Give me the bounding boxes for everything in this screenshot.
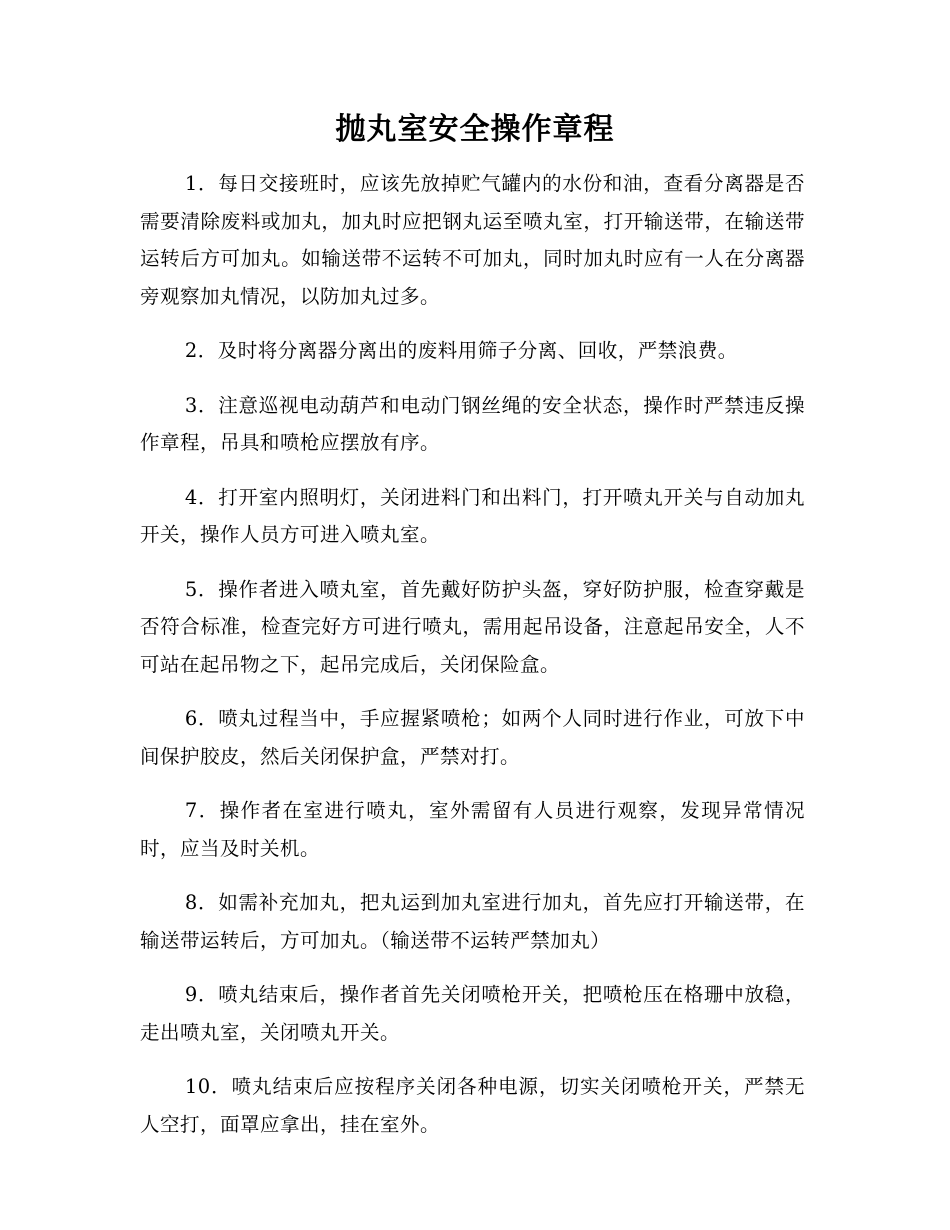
- paragraph-10: 10．喷丸结束后应按程序关闭各种电源，切实关闭喷枪开关，严禁无人空打，面罩应拿出，挂在室外。: [140, 1075, 805, 1136]
- paragraph-4: 4．打开室内照明灯，关闭进料门和出料门，打开喷丸开关与自动加丸开关，操作人员方可进入喷丸室。: [140, 485, 805, 546]
- paragraph-1: 1．每日交接班时，应该先放掉贮气罐内的水份和油，查看分离器是否需要清除废料或加丸，加丸时应把钢丸运至喷丸室，打开输送带，在输送带运转后方可加丸。如输送带不运转不可加丸，同时加丸时应有一人在分离器旁观察加丸情况，以防加丸过多。: [140, 172, 805, 308]
- paragraph-8: 8．如需补充加丸，把丸运到加丸室进行加丸，首先应打开输送带，在输送带运转后，方可加丸。（输送带不运转严禁加丸）: [140, 891, 805, 952]
- paragraph-9: 9．喷丸结束后，操作者首先关闭喷枪开关，把喷枪压在格珊中放稳，走出喷丸室，关闭喷丸开关。: [140, 983, 805, 1044]
- document-body: [140, 165, 805, 1160]
- paragraph-3: 3．注意巡视电动葫芦和电动门钢丝绳的安全状态，操作时严禁违反操作章程，吊具和喷枪应摆放有序。: [140, 393, 805, 454]
- paragraph-2: 2．及时将分离器分离出的废料用筛子分离、回收，严禁浪费。: [184, 339, 738, 362]
- paragraph-6: 6．喷丸过程当中，手应握紧喷枪；如两个人同时进行作业，可放下中间保护胶皮，然后关闭保护盒，严禁对打。: [140, 707, 805, 768]
- paragraph-5: 5．操作者进入喷丸室，首先戴好防护头盔，穿好防护服，检查穿戴是否符合标准，检查完好方可进行喷丸，需用起吊设备，注意起吊安全，人不可站在起吊物之下，起吊完成后，关闭保险盒。: [140, 577, 805, 676]
- document-title: 抛丸室安全操作章程: [335, 112, 615, 147]
- paragraph-7: 7．操作者在室进行喷丸，室外需留有人员进行观察，发现异常情况时，应当及时关机。: [140, 799, 805, 860]
